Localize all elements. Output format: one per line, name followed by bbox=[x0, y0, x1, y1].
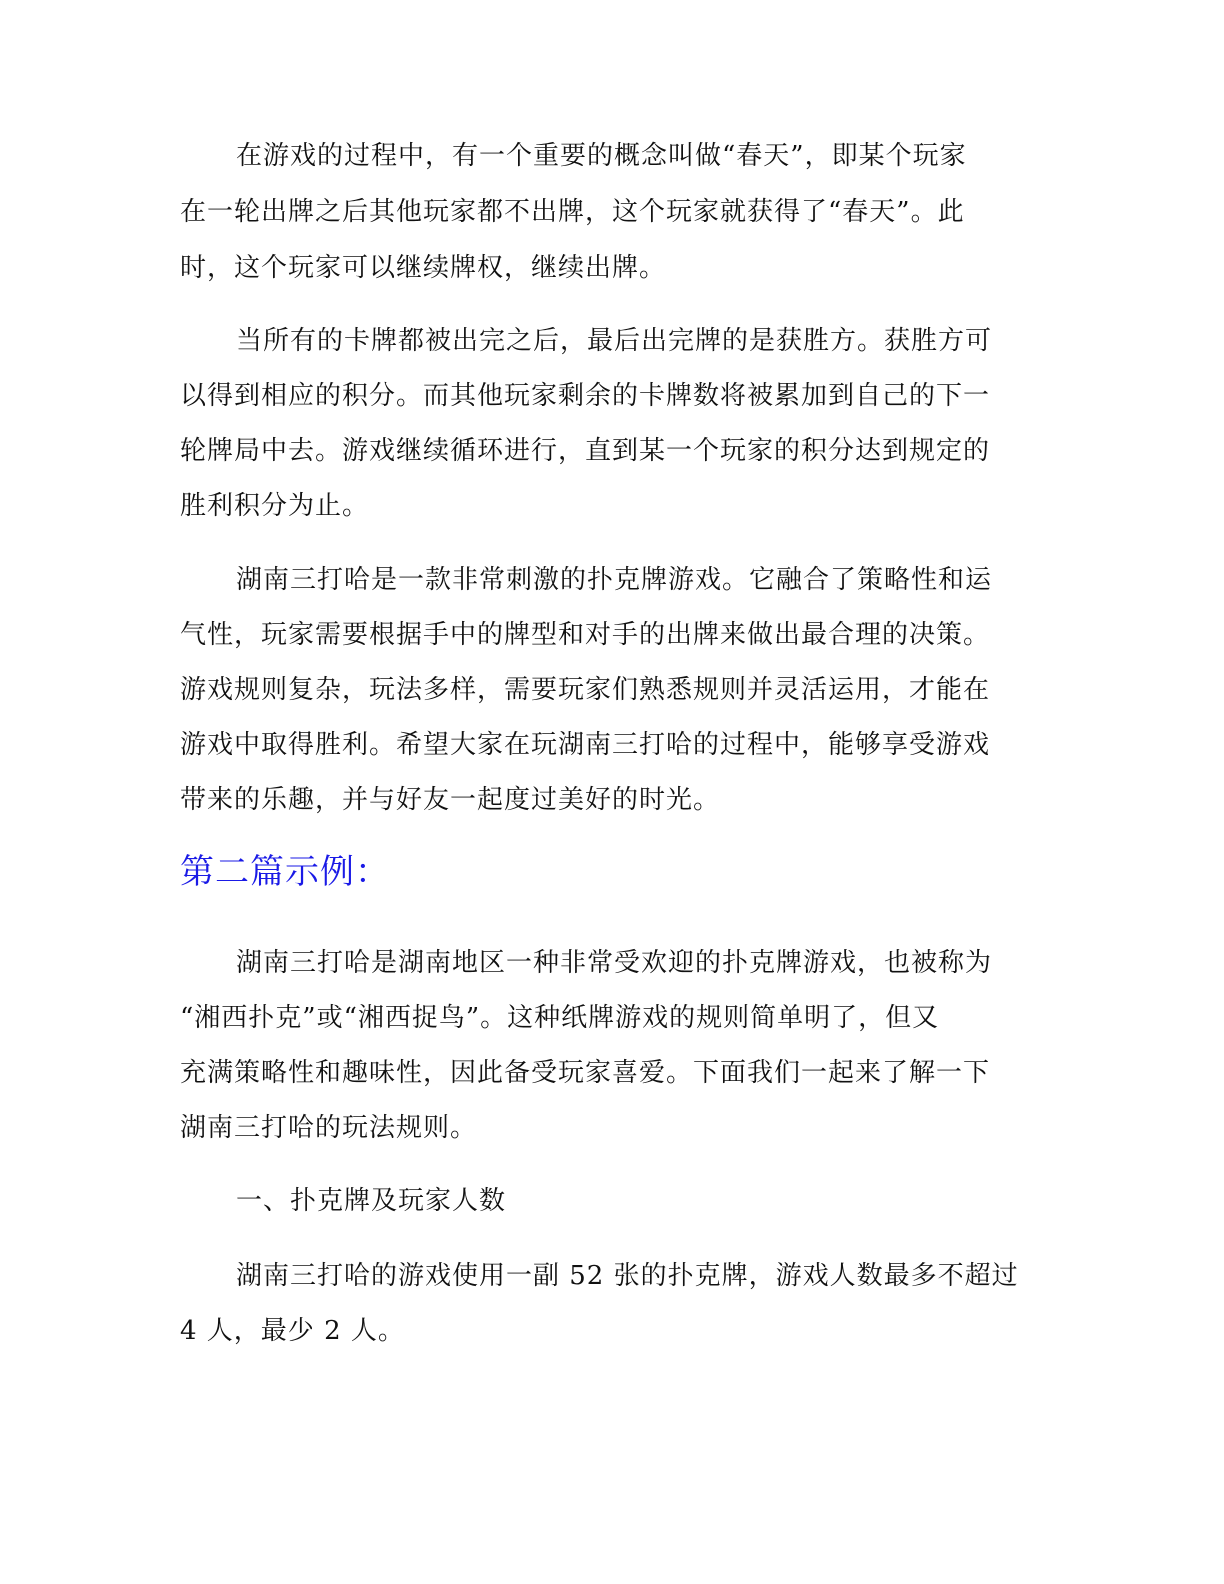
paragraph-line: 时，这个玩家可以继续牌权，继续出牌。 bbox=[180, 253, 667, 283]
subsection-title: 一、扑克牌及玩家人数 bbox=[236, 1186, 507, 1216]
paragraph-line: 湖南三打哈的玩法规则。 bbox=[180, 1113, 478, 1143]
section-heading: 第二篇示例： bbox=[180, 852, 390, 892]
paragraph-line: 气性，玩家需要根据手中的牌型和对手的出牌来做出最合理的决策。 bbox=[180, 620, 991, 650]
paragraph-line: 游戏中取得胜利。希望大家在玩湖南三打哈的过程中，能够享受游戏 bbox=[180, 730, 991, 760]
paragraph-line: 以得到相应的积分。而其他玩家剩余的卡牌数将被累加到自己的下一 bbox=[180, 381, 991, 411]
paragraph-line: 游戏规则复杂，玩法多样，需要玩家们熟悉规则并灵活运用，才能在 bbox=[180, 675, 991, 705]
paragraph-line: 充满策略性和趣味性，因此备受玩家喜爱。下面我们一起来了解一下 bbox=[180, 1058, 991, 1088]
paragraph-line: 胜利积分为止。 bbox=[180, 491, 370, 521]
paragraph-line: 在游戏的过程中，有一个重要的概念叫做“春天”，即某个玩家 bbox=[236, 141, 967, 171]
paragraph-line: 在一轮出牌之后其他玩家都不出牌，这个玩家就获得了“春天”。此 bbox=[180, 197, 965, 227]
paragraph-line: 轮牌局中去。游戏继续循环进行，直到某一个玩家的积分达到规定的 bbox=[180, 436, 991, 466]
paragraph-line: 当所有的卡牌都被出完之后，最后出完牌的是获胜方。获胜方可 bbox=[236, 326, 993, 356]
paragraph-line: 带来的乐趣，并与好友一起度过美好的时光。 bbox=[180, 785, 721, 815]
paragraph-line: 湖南三打哈的游戏使用一副 52 张的扑克牌，游戏人数最多不超过 bbox=[236, 1261, 1019, 1291]
paragraph-line: 4 人，最少 2 人。 bbox=[180, 1316, 405, 1346]
paragraph-line: 湖南三打哈是一款非常刺激的扑克牌游戏。它融合了策略性和运 bbox=[236, 565, 993, 595]
paragraph-line: “湘西扑克”或“湘西捉鸟”。这种纸牌游戏的规则简单明了，但又 bbox=[180, 1003, 940, 1033]
paragraph-line: 湖南三打哈是湖南地区一种非常受欢迎的扑克牌游戏，也被称为 bbox=[236, 948, 993, 978]
